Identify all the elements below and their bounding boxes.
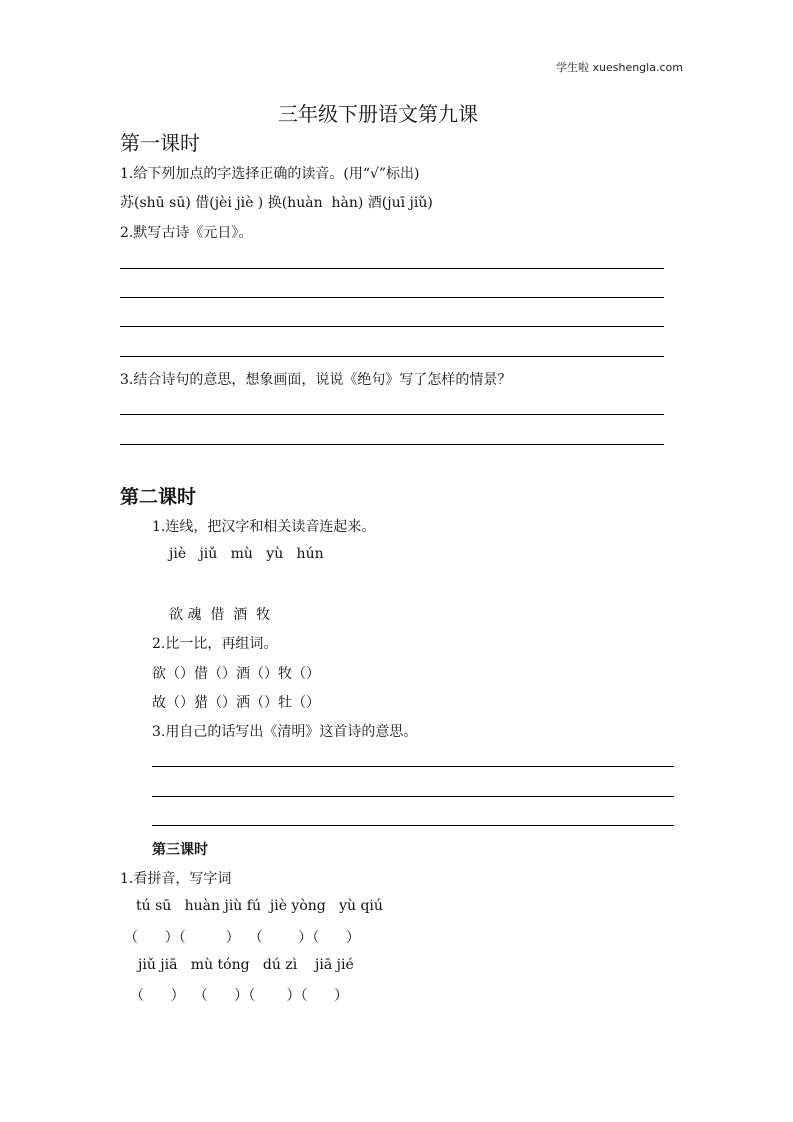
lesson3-pinyin-row-2: jiǔ jiā mù tóng dú zì jiā jié <box>138 957 354 973</box>
answer-line[interactable] <box>120 268 664 269</box>
answer-line[interactable] <box>152 825 674 826</box>
lesson3-blank-row-2[interactable]: （ ） （ ）（ ）（ ） <box>130 988 349 1004</box>
answer-line[interactable] <box>152 766 674 767</box>
watermark: 学生啦 xueshengla.com <box>556 61 683 74</box>
lesson1-question-2: 2.默写古诗《元日》。 <box>120 225 253 241</box>
page-title: 三年级下册语文第九课 <box>278 102 478 126</box>
lesson2-heading: 第二课时 <box>120 486 197 508</box>
answer-line[interactable] <box>120 297 664 298</box>
lesson2-pinyin-row: jiè jiǔ mù yù hún <box>169 546 324 562</box>
answer-line[interactable] <box>120 414 664 415</box>
lesson3-blank-row-1[interactable]: （ ）（ ） （ ）（ ） <box>124 930 360 946</box>
lesson2-question-3: 3.用自己的话写出《清明》这首诗的意思。 <box>152 724 418 740</box>
lesson2-compare-row-2: 故（）猎（）洒（）牡（） <box>152 695 320 711</box>
lesson1-heading: 第一课时 <box>120 131 200 155</box>
lesson3-question-1: 1.看拼音，写字词 <box>120 871 232 887</box>
lesson2-question-1: 1.连线，把汉字和相关读音连起来。 <box>152 519 376 535</box>
answer-line[interactable] <box>152 796 674 797</box>
lesson1-question-3: 3.结合诗句的意思，想象画面，说说《绝句》写了怎样的情景？ <box>120 372 512 388</box>
lesson2-chars-row: 欲 魂 借 酒 牧 <box>169 607 271 623</box>
answer-line[interactable] <box>120 444 664 445</box>
answer-line[interactable] <box>120 326 664 327</box>
lesson2-compare-row-1: 欲（）借（）酒（）牧（） <box>152 666 320 682</box>
lesson3-heading: 第三课时 <box>152 842 208 858</box>
lesson2-question-2: 2.比一比，再组词。 <box>152 636 278 652</box>
lesson1-question-1-options: 苏(shū sū) 借(jèi jiè ) 换(huàn hàn) 酒(juī jiǔ) <box>120 195 433 211</box>
lesson3-pinyin-row-1: tú sū huàn jiù fú jiè yòng yù qiú <box>136 898 383 914</box>
lesson1-question-1: 1.给下列加点的字选择正确的读音。(用“√”标出) <box>120 166 420 182</box>
answer-line[interactable] <box>120 356 664 357</box>
